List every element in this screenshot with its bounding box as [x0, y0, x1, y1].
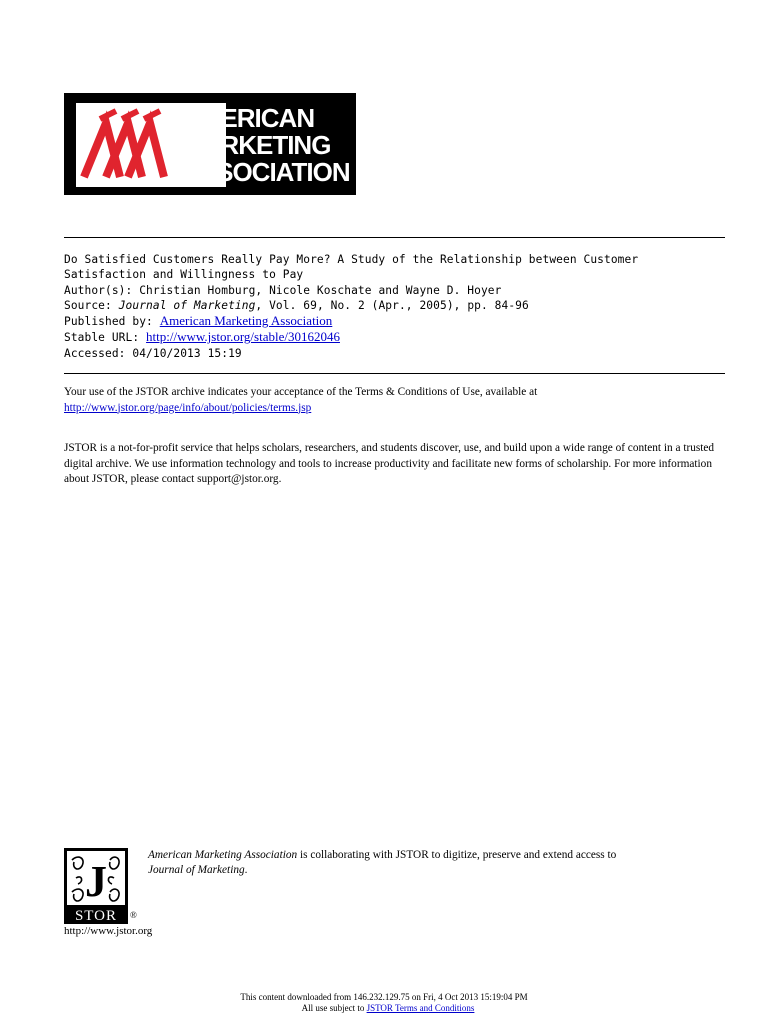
footer-terms-line: [4, 1003, 768, 1014]
jstor-logo: [64, 848, 128, 924]
logo-wordmark: [182, 105, 354, 186]
jstor-seal-wordmark: STOR: [74, 908, 118, 924]
authors-value: Christian Homburg, Nicole Koschate and Wayne D. Hoyer: [139, 283, 502, 297]
footer-terms-link[interactable]: JSTOR Terms and Conditions: [366, 1003, 475, 1013]
logo-word-marketing: MARKETING: [182, 130, 331, 160]
source-details: , Vol. 69, No. 2 (Apr., 2005), pp. 84-96: [255, 298, 529, 312]
collab-middle: is collaborating with JSTOR to digitize, preserve and extend access to: [297, 849, 617, 861]
citation-block: [64, 252, 729, 361]
registered-mark: ®: [130, 910, 137, 920]
collaboration-statement: [148, 848, 733, 878]
publisher-logo: [64, 93, 356, 195]
article-title-line-2: Satisfaction and Willingness to Pay: [64, 268, 304, 282]
divider-top: [64, 237, 725, 238]
source-label: Source:: [64, 298, 112, 312]
article-title-line-1: Do Satisfied Customers Really Pay More? A Study of the Relationship between Customer: [64, 253, 639, 266]
journal-name: Journal of Marketing: [118, 298, 256, 312]
jstor-seal-letter: J: [85, 857, 107, 906]
publisher-link[interactable]: American Marketing Association: [159, 313, 333, 329]
published-line: [64, 313, 729, 329]
download-footer: [0, 992, 768, 1014]
collab-end: .: [244, 864, 248, 876]
divider-middle: [64, 373, 725, 374]
authors-line: [64, 283, 729, 298]
published-label: Published by:: [64, 315, 153, 329]
stable-url-label: Stable URL:: [64, 331, 140, 345]
accessed-value: 04/10/2013 15:19: [132, 346, 242, 360]
collab-org: American Marketing Association: [148, 849, 298, 861]
terms-text: Your use of the JSTOR archive indicates your acceptance of the Terms & Conditions of Use, available at: [64, 386, 538, 398]
accessed-line: [64, 346, 729, 361]
collab-journal: Journal of Marketing: [148, 864, 245, 876]
footer-terms-prefix: All use subject to: [301, 1003, 367, 1013]
stable-url-link[interactable]: http://www.jstor.org/stable/30162046: [146, 329, 340, 345]
jstor-homepage-url: http://www.jstor.org: [64, 925, 153, 937]
about-jstor-paragraph: JSTOR is a not-for-profit service that helps scholars, researchers, and students discover, use, and build upon a wide range of content in a trusted digital archive. We use information technology and tools to increase productivity and facilitate new forms of scholarship. For more information about JSTOR, please contact support@jstor.org.: [64, 442, 715, 485]
authors-label: Author(s):: [64, 283, 133, 297]
logo-word-american: AMERICAN: [182, 103, 315, 133]
logo-word-association: ASSOCIATION: [182, 157, 350, 187]
stable-url-line: [64, 329, 729, 345]
source-line: [64, 298, 729, 313]
accessed-label: Accessed:: [64, 346, 126, 360]
footer-download-info: This content downloaded from 146.232.129.75 on Fri, 4 Oct 2013 15:19:04 PM: [240, 992, 528, 1002]
terms-link[interactable]: http://www.jstor.org/page/info/about/policies/terms.jsp: [64, 401, 312, 414]
terms-notice: [64, 385, 734, 416]
